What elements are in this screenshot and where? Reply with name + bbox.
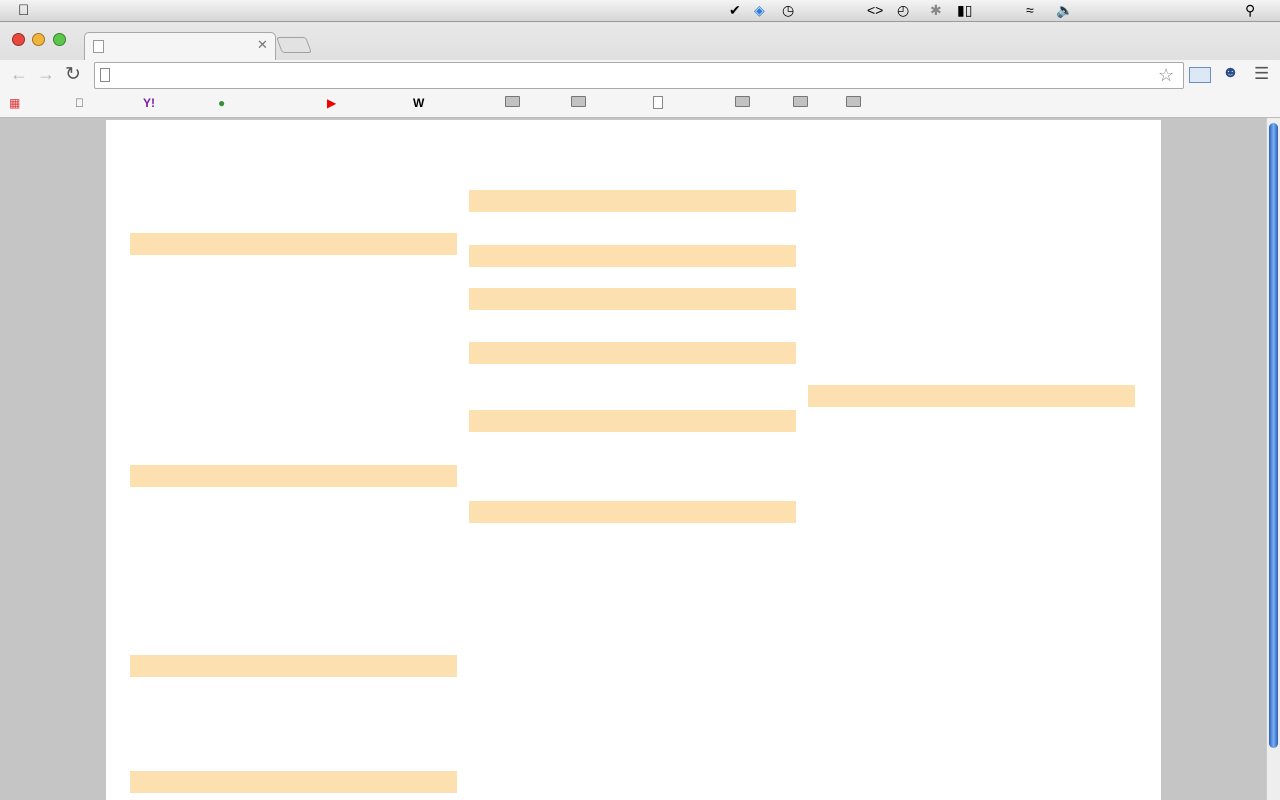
wikipedia-icon: W (413, 96, 425, 110)
close-window-button[interactable] (12, 33, 25, 46)
forward-icon[interactable]: → (37, 64, 55, 84)
clock-icon[interactable]: ◷ (782, 2, 795, 18)
section-methods (130, 771, 457, 793)
section-flow-control (469, 501, 796, 523)
page-info-icon[interactable] (100, 68, 110, 82)
volume-icon[interactable]: 🔈 (1056, 2, 1074, 18)
minimize-window-button[interactable] (32, 33, 45, 46)
folder-icon (793, 96, 808, 107)
section-relational-operators (469, 190, 796, 212)
bookmark-apple[interactable] (75, 96, 89, 110)
new-tab-button[interactable] (276, 37, 312, 53)
maps-pin-icon: ● (218, 96, 226, 110)
menu-bar (0, 0, 1280, 22)
folder-icon (735, 96, 750, 107)
extension-cast-icon[interactable] (1189, 67, 1211, 83)
section-simple-data-types (130, 233, 457, 255)
section-comments (469, 342, 796, 364)
bookmark-apps[interactable] (9, 96, 25, 110)
bookmark-folder-groom[interactable] (846, 96, 866, 107)
apple-menu-icon[interactable] (18, 2, 29, 19)
dropbox-icon[interactable]: ◈ (754, 2, 765, 18)
section-bitwise-operators (469, 288, 796, 310)
bookmark-folder-news[interactable] (505, 96, 525, 107)
bookmark-wikipedia[interactable] (413, 96, 429, 110)
bookmark-folder-ob[interactable] (793, 96, 813, 107)
bookmark-yahoo[interactable] (143, 96, 160, 110)
pdf-page (106, 120, 1161, 800)
bluetooth-icon[interactable]: ✱ (930, 2, 942, 18)
section-compile-and-run (469, 410, 796, 432)
page-icon (653, 96, 663, 109)
section-arrays (130, 465, 457, 487)
section-logical-operators (469, 245, 796, 267)
code-icon[interactable]: <> (867, 2, 884, 18)
apple-icon (75, 96, 84, 110)
bookmark-folder-popular[interactable] (571, 96, 591, 107)
status-check-icon[interactable]: ✔ (729, 2, 741, 18)
spotlight-search-icon[interactable]: ⚲ (1245, 2, 1256, 18)
reload-icon[interactable]: ↻ (65, 64, 81, 85)
battery-icon[interactable]: ▮▯ (957, 2, 973, 18)
apps-grid-icon: ▦ (9, 96, 21, 110)
scrollbar-thumb[interactable] (1269, 123, 1278, 748)
bookmark-new-tab[interactable] (653, 96, 668, 109)
section-class (130, 655, 457, 677)
folder-icon (505, 96, 520, 107)
page-icon (93, 40, 104, 53)
chrome-menu-icon[interactable]: ☰ (1254, 64, 1270, 83)
browser-tab[interactable] (84, 32, 276, 60)
back-icon[interactable]: ← (10, 64, 28, 84)
yahoo-icon: Y! (143, 96, 155, 110)
bookmark-star-icon[interactable]: ☆ (1158, 65, 1175, 85)
scrollbar[interactable] (1266, 118, 1280, 800)
folder-icon (846, 96, 861, 107)
address-bar[interactable] (94, 62, 1184, 89)
pdf-viewer[interactable] (0, 118, 1266, 800)
zoom-window-button[interactable] (53, 33, 66, 46)
tab-close-icon[interactable]: ✕ (257, 37, 268, 52)
bookmark-youtube[interactable] (327, 96, 341, 110)
extension-user-icon[interactable]: ☻ (1222, 64, 1239, 81)
youtube-icon: ▶ (327, 96, 337, 110)
bookmarks-bar (0, 92, 1280, 118)
wifi-icon[interactable]: ≈ (1026, 2, 1034, 18)
bookmark-folder-dev[interactable] (735, 96, 755, 107)
time-machine-icon[interactable]: ◴ (897, 2, 910, 18)
section-java-packages (808, 385, 1135, 407)
folder-icon (571, 96, 586, 107)
bookmark-google-maps[interactable] (218, 96, 230, 110)
